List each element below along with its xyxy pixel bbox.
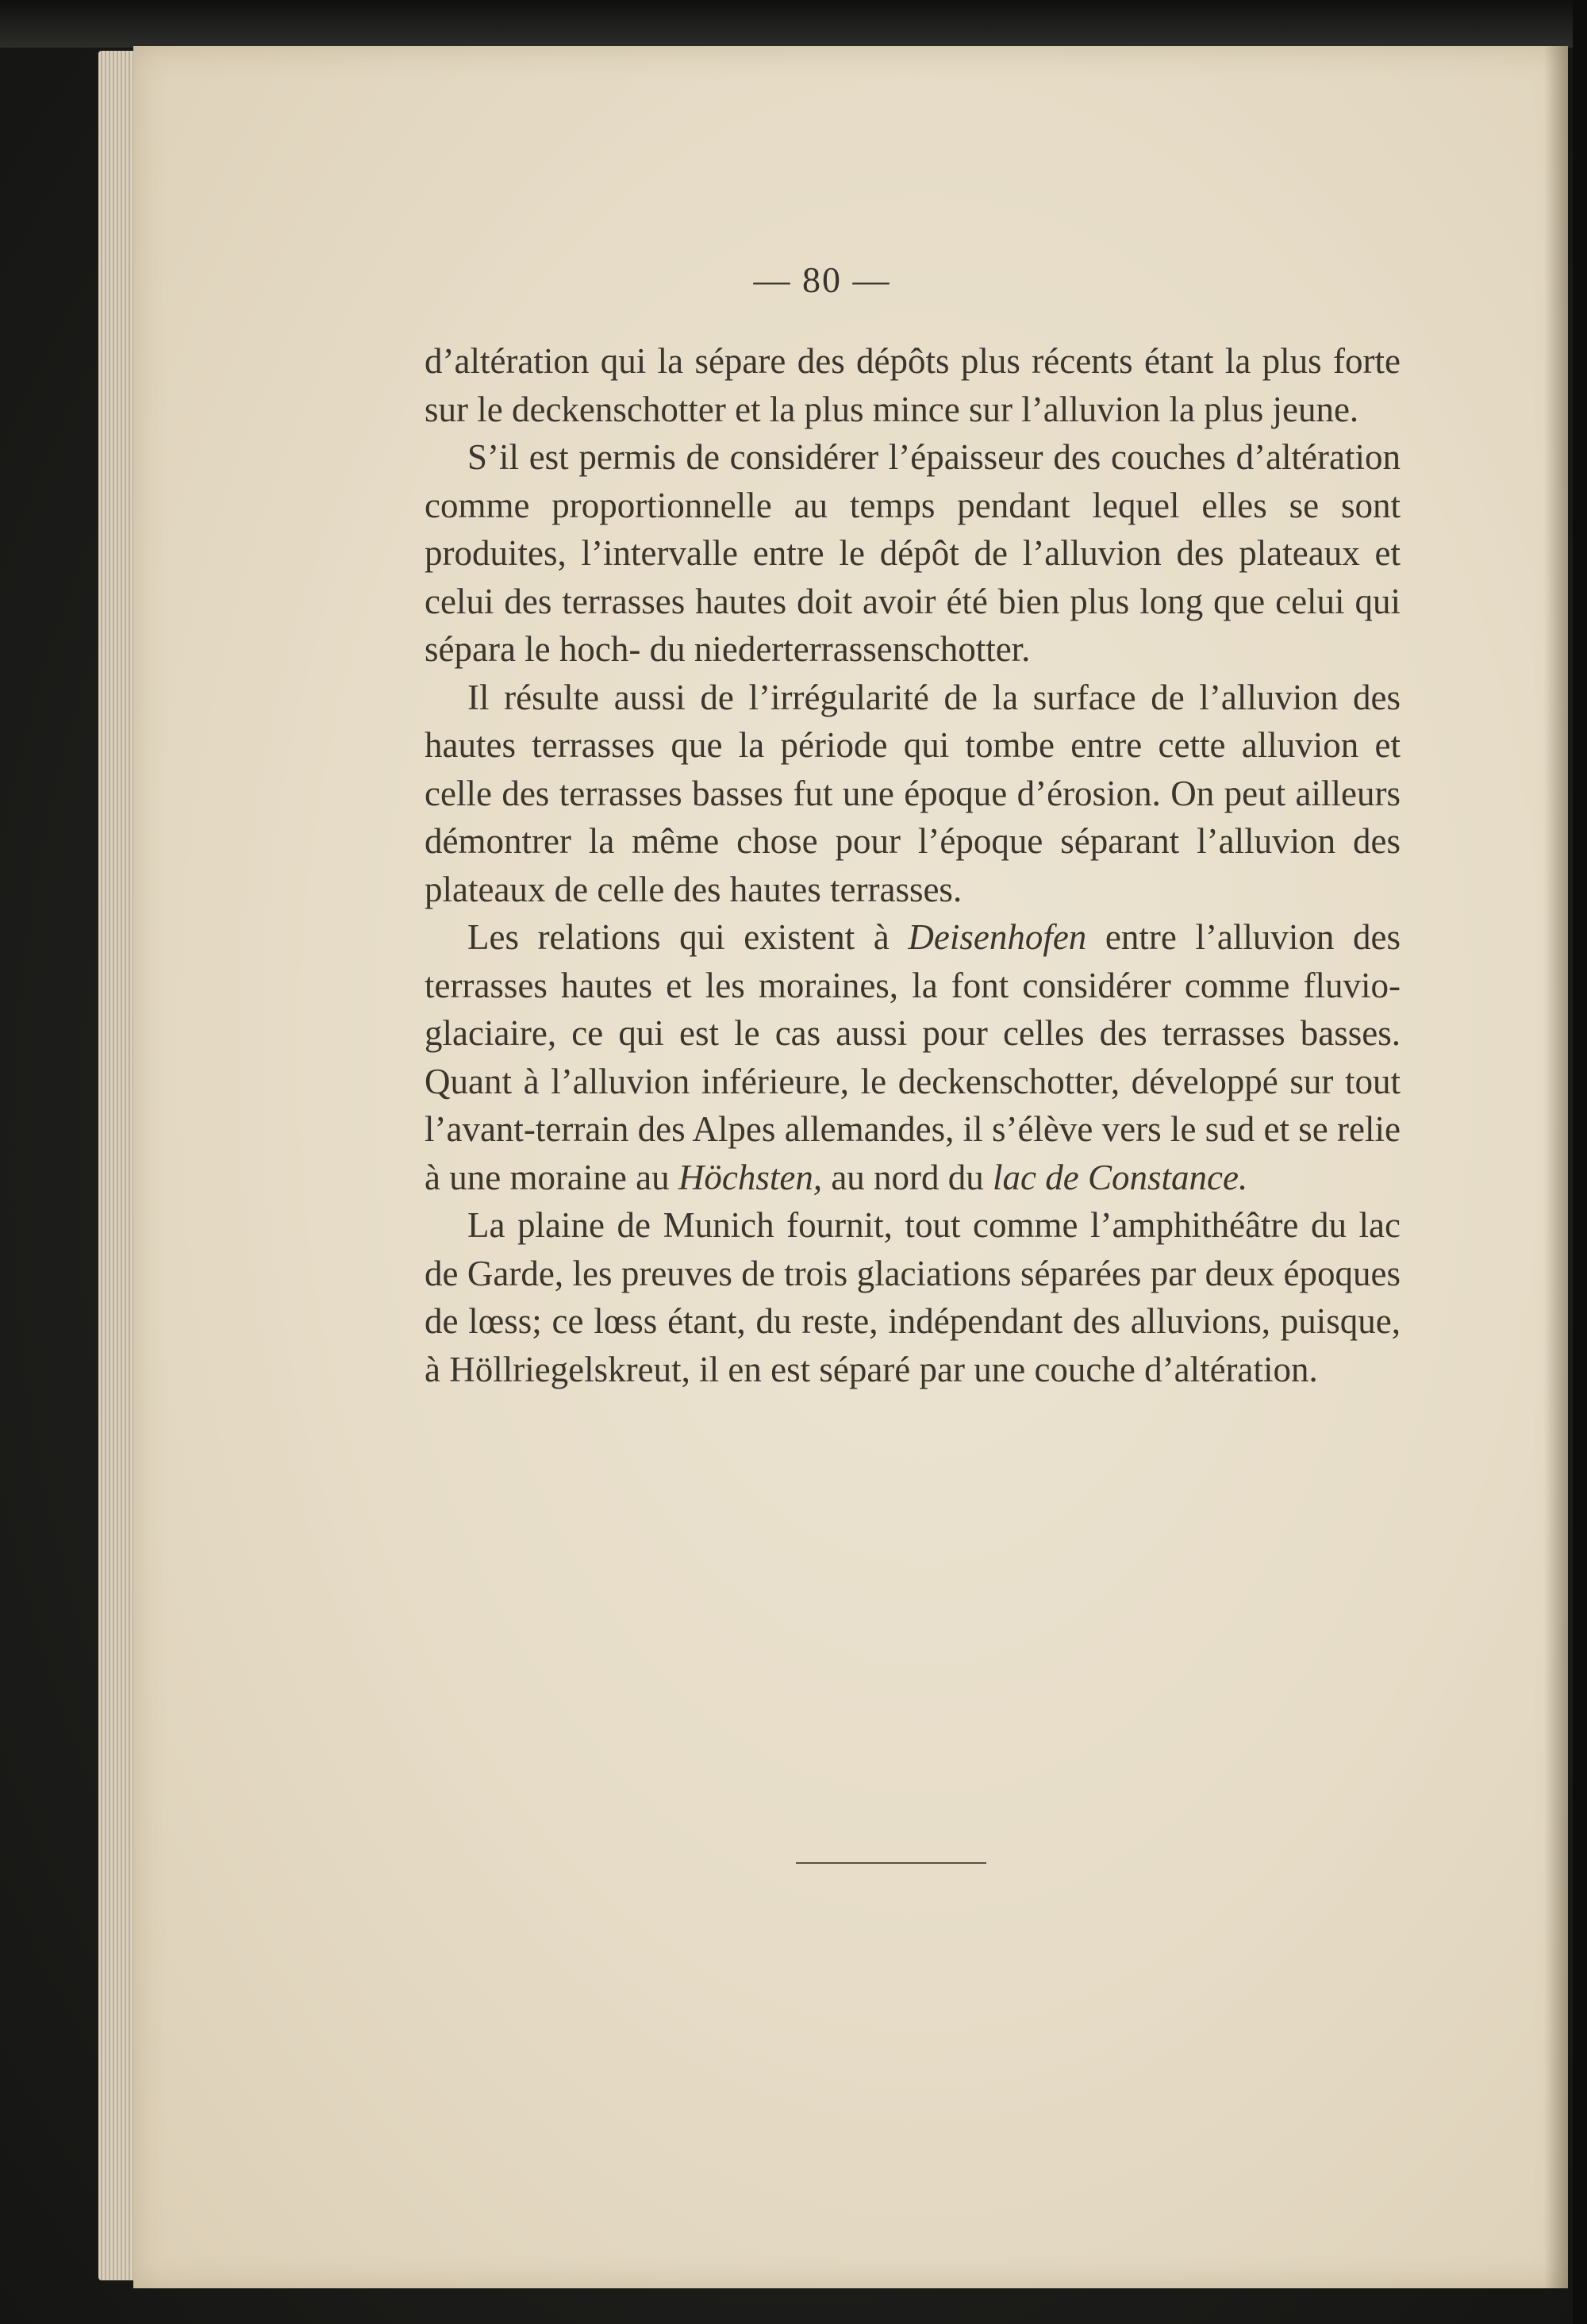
body-text bbox=[425, 337, 1401, 1393]
paragraph-2: S’il est permis de considérer l’épaisseur des couches d’altération comme proportionnelle au temps pendant lequel elles se sont produites, l’intervalle entre le dépôt de l’alluvion des plateaux et celui des terrasses hautes doit avoir été bien plus long que celui qui sépara le hoch- du niederterrassenschotter. bbox=[425, 437, 1401, 669]
page-number: — 80 — bbox=[753, 259, 891, 300]
paragraph-4 bbox=[425, 913, 1401, 1201]
place-name-hochsten: Höchsten, bbox=[678, 1157, 823, 1197]
place-name-deisenhofen: Deisenhofen bbox=[908, 917, 1087, 957]
place-name-lac-de-constance: lac de Constance. bbox=[993, 1157, 1248, 1197]
end-rule bbox=[796, 1862, 986, 1864]
paragraph-4-text-b: entre l’alluvion des terrasses hautes et les moraines, la font considérer comme fluvio-glaciaire, ce qui est le cas aussi pour celles des terrasses basses. Quant à l’alluvion inférieure, le deckenschotter, développé sur tout l’avant-terrain des Alpes allemandes, il s’élève vers le sud et se relie à une moraine au bbox=[425, 917, 1401, 1197]
paragraph-5: La plaine de Munich fournit, tout comme l’amphithéâtre du lac de Garde, les preuves de trois glaciations séparées par deux époques de lœss; ce lœss étant, du reste, indépendant des alluvions, puisque, à Höllriegelskreut, il en est séparé par une couche d’altération. bbox=[425, 1205, 1401, 1389]
paragraph-3: Il résulte aussi de l’irrégularité de la surface de l’alluvion des hautes terrasses que la période qui tombe entre cette alluvion et celle des terrasses basses fut une époque d’érosion. On peut ailleurs démontrer la même chose pour l’époque séparant l’alluvion des plateaux de celle des hautes terrasses. bbox=[425, 677, 1401, 909]
paragraph-4-text-a: Les relations qui existent à bbox=[467, 917, 909, 957]
book-binding-right bbox=[1573, 0, 1587, 2324]
page-gutter-shadow bbox=[1544, 46, 1568, 2288]
paragraph-1: d’altération qui la sépare des dépôts plus récents étant la plus forte sur le deckenschotter et la plus mince sur l’alluvion la plus jeune. bbox=[425, 341, 1401, 429]
paragraph-4-text-c: au nord du bbox=[822, 1157, 993, 1197]
book-binding-top bbox=[0, 0, 1587, 48]
